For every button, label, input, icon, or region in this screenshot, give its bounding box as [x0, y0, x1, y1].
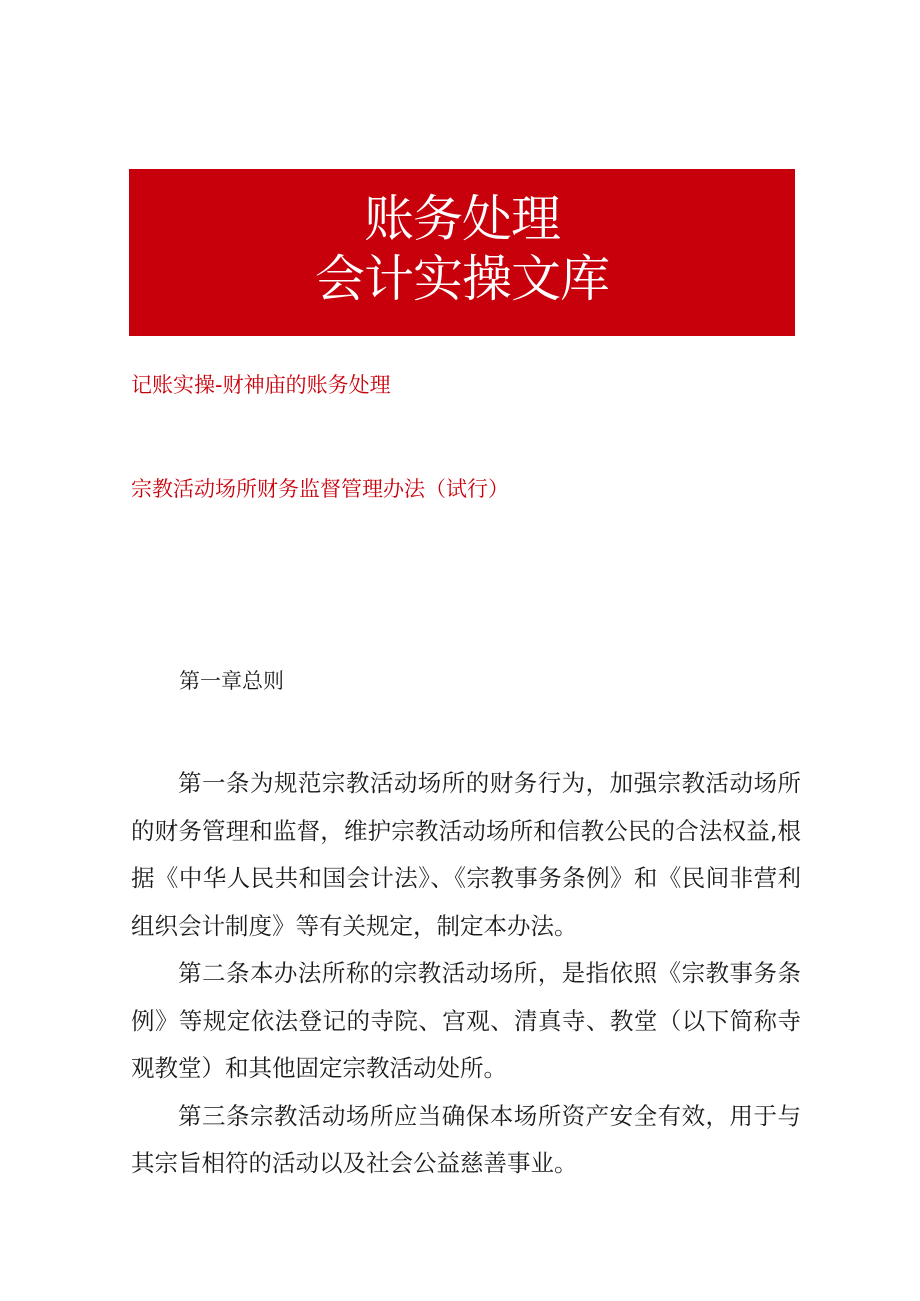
article-1: 第一条为规范宗教活动场所的财务行为，加强宗教活动场所的财务管理和监督，维护宗教活动场所和信教公民的合法权益,根据《中华人民共和国会计法》、《宗教事务条例》和《民间非营利组织会计制度》等有关规定，制定本办法。: [131, 769, 801, 940]
subtitle: 记账实操-财神庙的账务处理: [131, 373, 391, 397]
document-title: 宗教活动场所财务监督管理办法（试行）: [131, 477, 509, 501]
chapter-heading: 第一章总则: [179, 669, 284, 693]
article-body: [131, 760, 801, 1188]
title-banner: [129, 169, 795, 336]
article-3: 第三条宗教活动场所应当确保本场所资产安全有效，用于与其宗旨相符的活动以及社会公益慈善事业。: [131, 1101, 801, 1177]
banner-title-line-1: 账务处理: [364, 189, 560, 248]
article-2: 第二条本办法所称的宗教活动场所，是指依照《宗教事务条例》等规定依法登记的寺院、宫观、清真寺、教堂（以下简称寺观教堂）和其他固定宗教活动处所。: [131, 959, 801, 1082]
banner-title-line-2: 会计实操文库: [315, 249, 609, 308]
